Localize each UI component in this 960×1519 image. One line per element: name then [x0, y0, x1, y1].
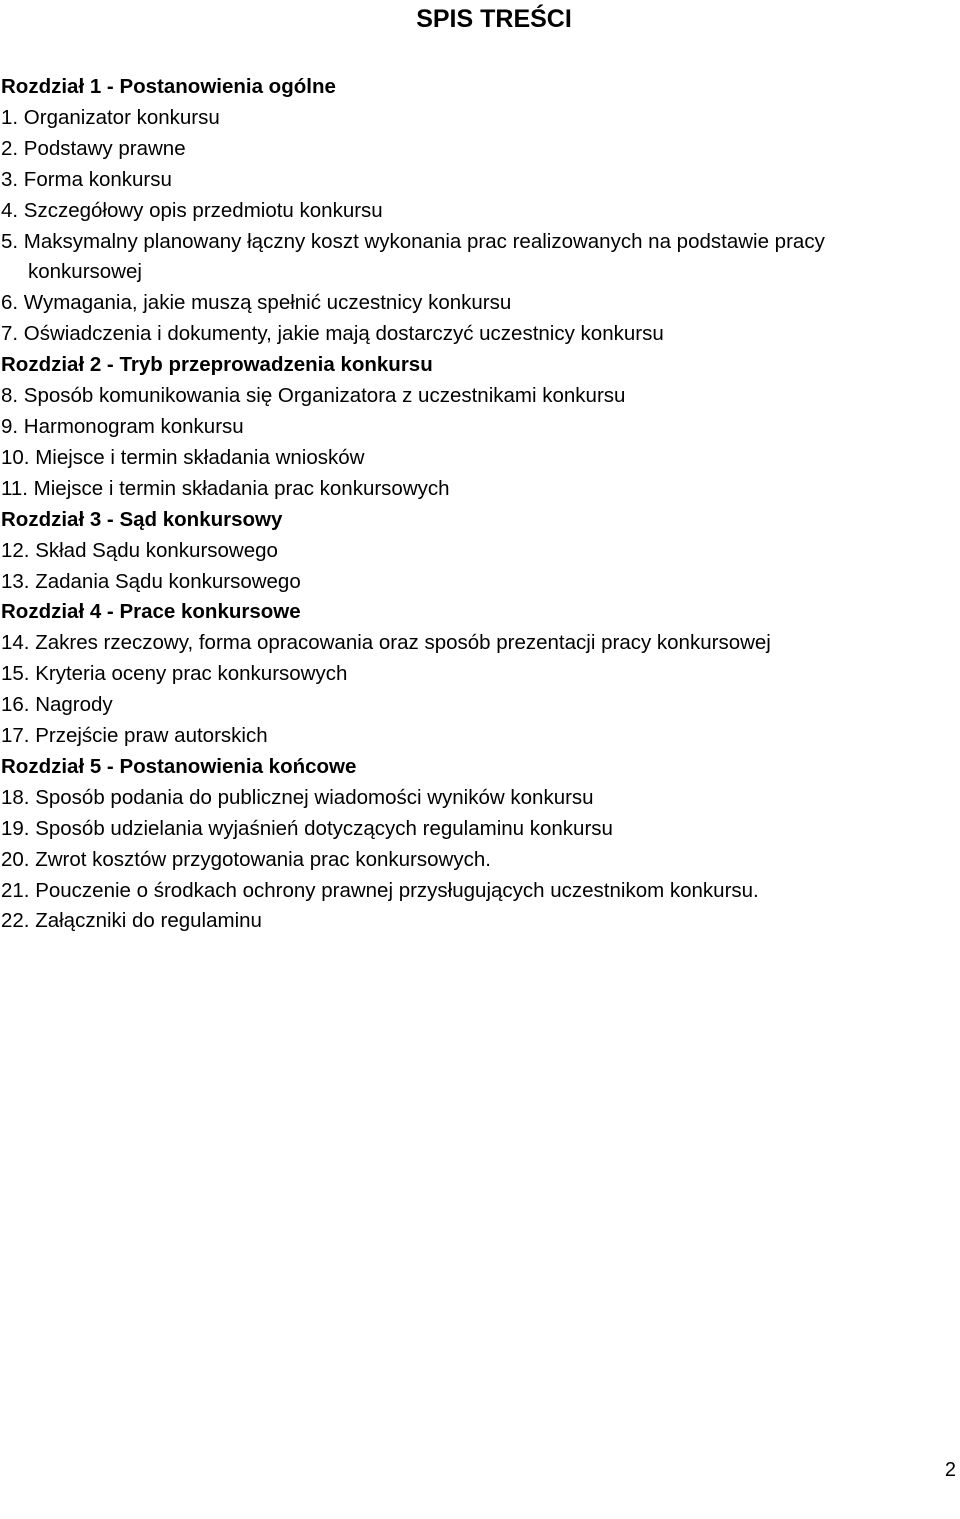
toc-entry: 5. Maksymalny planowany łączny koszt wykonania prac realizowanych na podstawie pracy konkursowej — [1, 229, 825, 284]
toc-entry: 7. Oświadczenia i dokumenty, jakie mają dostarczyć uczestnicy konkursu — [1, 322, 664, 346]
toc-entry: 9. Harmonogram konkursu — [1, 414, 244, 438]
toc-chapter-heading: Rozdział 5 - Postanowienia końcowe — [1, 754, 357, 778]
toc-entry: 21. Pouczenie o środkach ochrony prawnej przysługujących uczestnikom konkursu. — [1, 878, 759, 902]
toc-entry: 15. Kryteria oceny prac konkursowych — [1, 662, 348, 686]
toc-entry: 17. Przejście praw autorskich — [1, 724, 268, 748]
toc-entry: 12. Skład Sądu konkursowego — [1, 538, 278, 562]
toc-chapter-heading: Rozdział 1 - Postanowienia ogólne — [1, 75, 336, 98]
toc-entry: 14. Zakres rzeczowy, forma opracowania oraz sposób prezentacji pracy konkursowej — [1, 631, 771, 655]
toc-entry: 10. Miejsce i termin składania wniosków — [1, 445, 365, 469]
toc-chapter-heading: Rozdział 3 - Sąd konkursowy — [1, 507, 283, 531]
toc-entry: 4. Szczegółowy opis przedmiotu konkursu — [1, 198, 383, 222]
page-number: 2 — [944, 1459, 956, 1481]
toc-entry: 2. Podstawy prawne — [1, 136, 186, 160]
toc-entry: 22. Załączniki do regulaminu — [1, 909, 262, 933]
toc-entry: 20. Zwrot kosztów przygotowania prac konkursowych. — [1, 847, 491, 871]
toc-entry: 18. Sposób podania do publicznej wiadomości wyników konkursu — [1, 785, 594, 809]
toc-entry: 8. Sposób komunikowania się Organizatora z uczestnikami konkursu — [1, 384, 626, 408]
page-title: SPIS TREŚCI — [416, 5, 572, 33]
toc-entry: 16. Nagrody — [1, 693, 113, 717]
toc-chapter-heading: Rozdział 4 - Prace konkursowe — [1, 600, 301, 624]
toc-entry: 13. Zadania Sądu konkursowego — [1, 569, 301, 593]
toc-entry: 11. Miejsce i termin składania prac konkursowych — [1, 476, 450, 500]
toc-entry: 19. Sposób udzielania wyjaśnień dotyczących regulaminu konkursu — [1, 816, 613, 840]
table-of-contents — [0, 72, 960, 937]
toc-chapter-heading: Rozdział 2 - Tryb przeprowadzenia konkursu — [1, 353, 433, 377]
toc-entry: 1. Organizator konkursu — [1, 105, 220, 129]
toc-entry: 3. Forma konkursu — [1, 167, 172, 191]
toc-entry: 6. Wymagania, jakie muszą spełnić uczestnicy konkursu — [1, 291, 512, 315]
